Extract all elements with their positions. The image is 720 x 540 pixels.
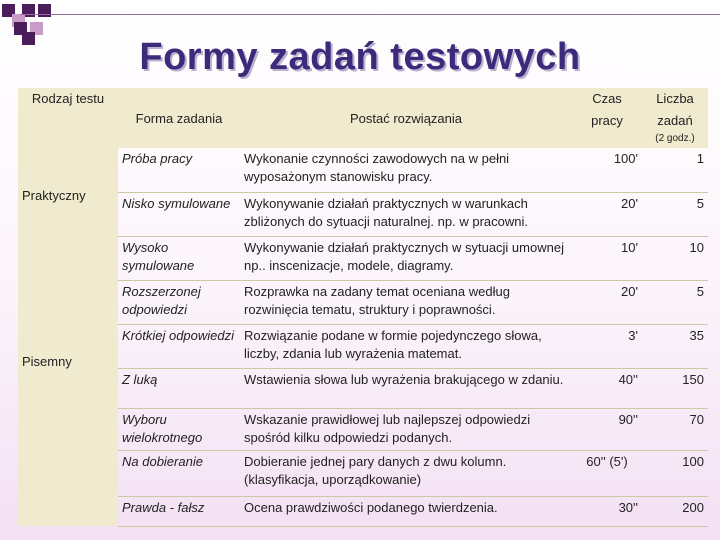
group-pisemny: Pisemny [18,280,118,526]
cell-postac: Ocena prawdziwości podanego twierdzenia. [240,496,572,526]
table-row [18,148,708,192]
cell-czas: 40'' [572,368,642,408]
cell-postac: Wstawienia słowa lub wyrażenia brakującego w zdaniu. [240,368,572,408]
table-row [18,408,708,450]
header-liczba-note: (2 godz.) [655,133,695,144]
cell-liczba: 70 [642,408,708,450]
cell-liczba: 10 [642,236,708,280]
cell-postac: Wskazanie prawidłowej lub najlepszej odpowiedzi spośród kilku odpowiedzi podanych. [240,408,572,450]
cell-forma: Próba pracy [118,148,240,192]
cell-postac: Wykonywanie działań praktycznych w warunkach zbliżonych do sytuacji naturalnej. np. w pracowni. [240,192,572,236]
table-row [18,450,708,496]
table-row [18,324,708,368]
table-row [18,280,708,324]
cell-czas: 3' [572,324,642,368]
header-rodzaj: Rodzaj testu [31,91,105,106]
cell-czas: 20' [572,192,642,236]
cell-czas: 60'' (5') [572,450,642,496]
cell-czas: 10' [572,236,642,280]
table-header-row [18,88,708,148]
cell-forma: Na dobieranie [118,450,240,496]
header-forma: Forma zadania [135,110,223,126]
cell-forma: Prawda - fałsz [118,496,240,526]
cell-forma: Krótkiej odpowiedzi [118,324,240,368]
cell-forma: Z luką [118,368,240,408]
cell-forma: Wyboru wielokrotnego [118,408,240,450]
cell-liczba: 200 [642,496,708,526]
table-row [18,368,708,408]
cell-liczba: 1 [642,148,708,192]
table-row [18,496,708,526]
header-postac: Postać rozwiązania [350,110,462,126]
cell-liczba: 100 [642,450,708,496]
cell-forma: Rozszerzonej odpowiedzi [118,280,240,324]
cell-liczba: 5 [642,280,708,324]
group-praktyczny: Praktyczny [18,148,118,280]
header-liczba-label: Liczba zadań [656,91,694,128]
cell-forma: Wysoko symulowane [118,236,240,280]
cell-postac: Rozprawka na zadany temat oceniana według rozwinięcia tematu, struktury i poprawności. [240,280,572,324]
cell-liczba: 5 [642,192,708,236]
cell-liczba: 35 [642,324,708,368]
cell-postac: Dobieranie jednej pary danych z dwu kolumn. (klasyfikacja, uporządkowanie) [240,450,572,496]
header-liczba [642,88,708,148]
table-row [18,192,708,236]
cell-postac: Wykonywanie działań praktycznych w sytuacji umownej np.. inscenizacje, modele, diagramy. [240,236,572,280]
cell-liczba: 150 [642,368,708,408]
header-czas: Czas pracy [591,91,623,128]
cell-czas: 20' [572,280,642,324]
table-row [18,236,708,280]
test-forms-table [18,88,708,527]
page-title: Formy zadań testowych [139,36,581,78]
decor-line [20,14,720,15]
cell-postac: Rozwiązanie podane w formie pojedynczego słowa, liczby, zdania lub wyrażenia matemat. [240,324,572,368]
cell-czas: 90'' [572,408,642,450]
table-body [18,148,708,526]
cell-czas: 100' [572,148,642,192]
cell-forma: Nisko symulowane [118,192,240,236]
decor-square [38,4,51,17]
cell-czas: 30'' [572,496,642,526]
cell-postac: Wykonanie czynności zawodowych na w pełni wyposażonym stanowisku pracy. [240,148,572,192]
